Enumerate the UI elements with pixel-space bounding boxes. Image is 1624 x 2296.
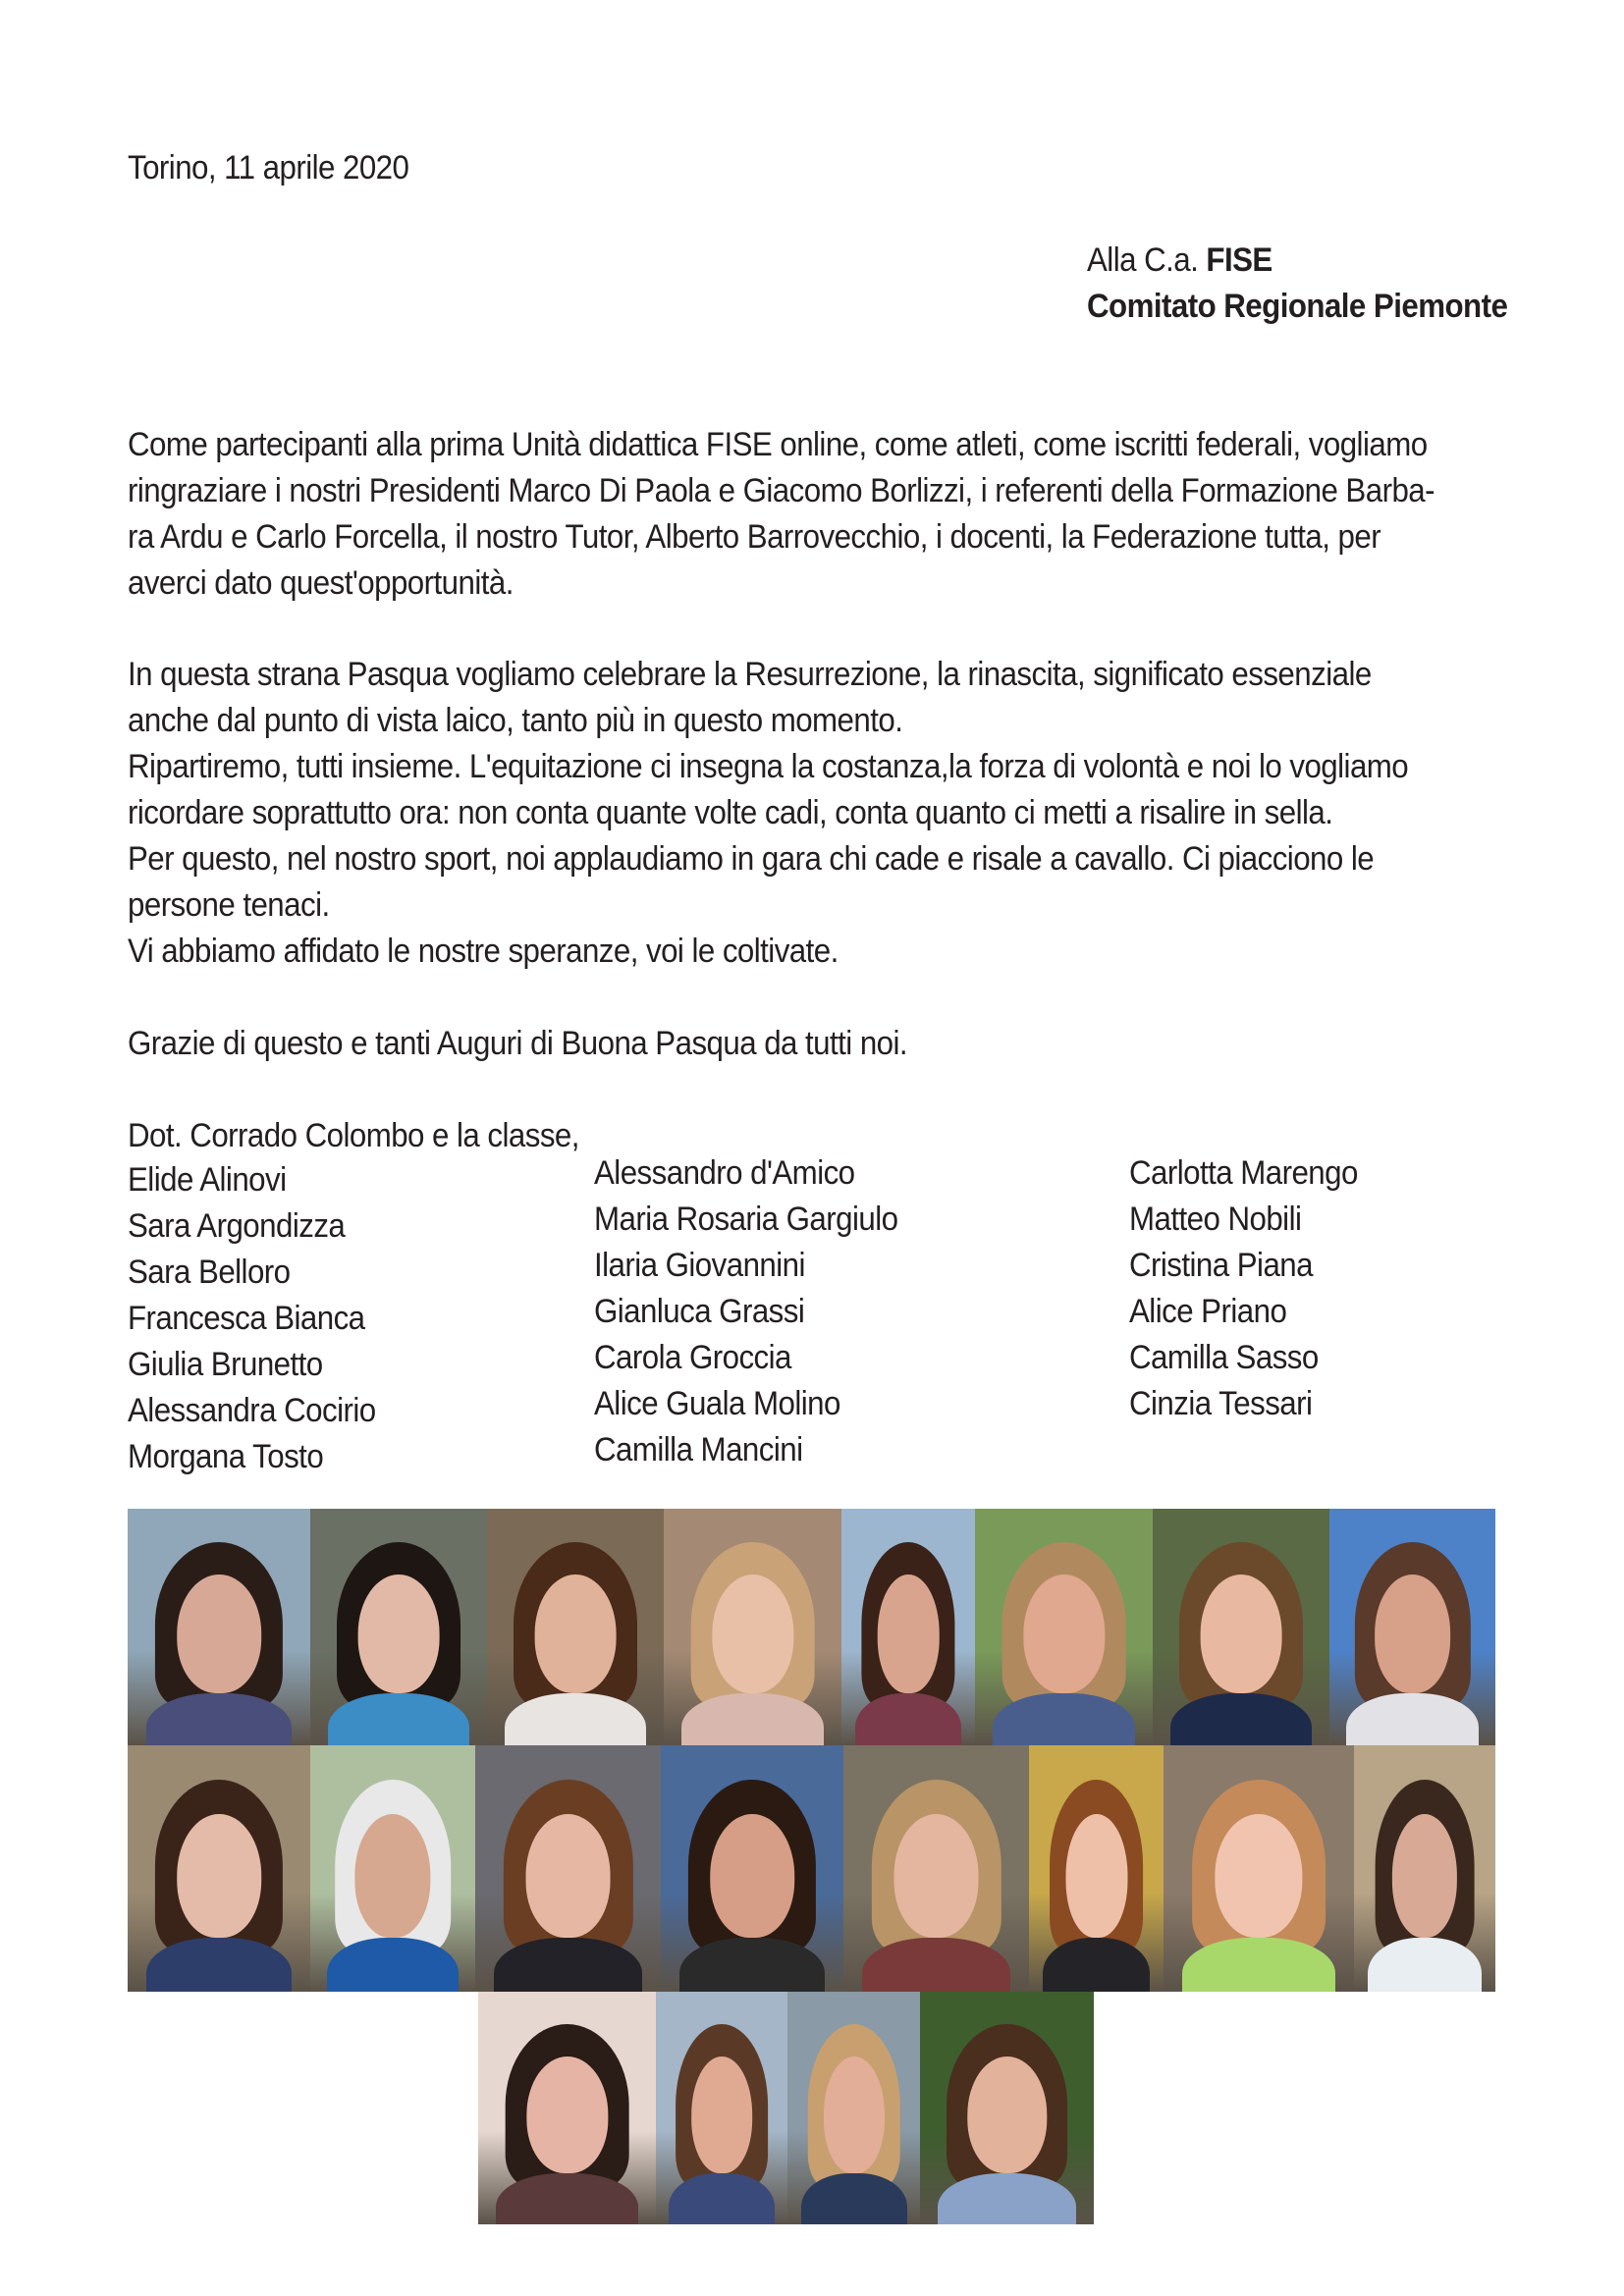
class-photo (656, 1992, 787, 2224)
paragraph-line: averci dato quest'opportunità. (128, 564, 514, 602)
photo-face (1375, 1575, 1451, 1693)
class-photo (128, 1745, 310, 1992)
place-date: Torino, 11 aprile 2020 (128, 149, 409, 187)
photo-face (354, 1814, 430, 1938)
participant-name: Alice Guala Molino (594, 1385, 840, 1422)
photo-shirt (1182, 1938, 1334, 1992)
names-column-2 (594, 1150, 924, 1473)
paragraph-line: ringraziare i nostri Presidenti Marco Di Paola e Giacomo Borlizzi, i referenti della Formazione Barba- (128, 472, 1435, 509)
participant-name: Alessandro d'Amico (594, 1154, 855, 1192)
photo-shirt (505, 1693, 646, 1745)
photo-shirt (496, 2173, 638, 2224)
photo-face (878, 1575, 940, 1693)
photo-face (1065, 1814, 1127, 1938)
participant-name: Carola Groccia (594, 1339, 791, 1376)
recipient-line1 (1087, 238, 1272, 284)
paragraph-line: Ripartiremo, tutti insieme. L'equitazione ci insegna la costanza,la forza di volontà e noi lo vogliamo (128, 748, 1409, 785)
photo-face (525, 1814, 611, 1938)
paragraph-line: ricordare soprattutto ora: non conta quante volte cadi, conta quanto ci metti a risalire in sella. (128, 794, 1333, 831)
paragraph-line: ra Ardu e Carlo Forcella, il nostro Tutor, Alberto Barrovecchio, i docenti, la Federazione tutta, per (128, 518, 1381, 556)
photo-shirt (681, 1693, 824, 1745)
participant-name: Matteo Nobili (1129, 1201, 1302, 1238)
paragraph-line: Come partecipanti alla prima Unità didattica FISE online, come atleti, come iscritti federali, vogliamo (128, 426, 1428, 463)
photo-shirt (1368, 1938, 1481, 1992)
participant-name: Alessandra Cocirio (128, 1392, 376, 1429)
photo-face (893, 1814, 979, 1938)
participant-name: Sara Belloro (128, 1254, 291, 1291)
participant-name: Alice Priano (1129, 1293, 1287, 1330)
paragraph-easter (128, 652, 1522, 975)
photo-face (710, 1814, 794, 1938)
participant-name: Cinzia Tessari (1129, 1385, 1313, 1422)
paragraph-thanks (128, 422, 1522, 607)
participant-name: Sara Argondizza (128, 1207, 346, 1245)
class-photo (1354, 1745, 1495, 1992)
paragraph-line: persone tenaci. (128, 886, 330, 924)
participant-name: Ilaria Giovannini (594, 1247, 805, 1284)
participant-name: Cristina Piana (1129, 1247, 1314, 1284)
names-column-1 (128, 1157, 398, 1480)
class-photo (1029, 1745, 1164, 1992)
class-photo (843, 1745, 1029, 1992)
photo-shirt (801, 2173, 907, 2224)
class-photo (1329, 1509, 1495, 1745)
photo-face (712, 1575, 793, 1693)
participant-name: Elide Alinovi (128, 1161, 287, 1199)
paragraph-line: Per questo, nel nostro sport, noi applaudiamo in gara chi cade e risale a cavallo. Ci piacciono le (128, 840, 1375, 878)
paragraph-line: Vi abbiamo affidato le nostre speranze, voi le coltivate. (128, 933, 839, 970)
paragraph-line: In questa strana Pasqua vogliamo celebrare la Resurrezione, la rinascita, significato essenziale (128, 656, 1372, 693)
photo-face (535, 1575, 617, 1693)
photo-face (1023, 1575, 1105, 1693)
participant-name: Giulia Brunetto (128, 1346, 323, 1383)
paragraph-line: anche dal punto di vista laico, tanto più in questo momento. (128, 702, 903, 739)
recipient-org: FISE (1206, 241, 1272, 279)
photo-shirt (993, 1693, 1135, 1745)
closing-line: Grazie di questo e tanti Auguri di Buona Pasqua da tutti noi. (128, 1025, 908, 1062)
participant-name: Gianluca Grassi (594, 1293, 805, 1330)
photo-shirt (1346, 1693, 1479, 1745)
photo-face (358, 1575, 440, 1693)
photo-shirt (1170, 1693, 1312, 1745)
participant-name: Francesca Bianca (128, 1300, 365, 1337)
signature-intro: Dot. Corrado Colombo e la classe, (128, 1117, 579, 1154)
class-photo (920, 1992, 1094, 2224)
class-photo (1164, 1745, 1354, 1992)
participant-name: Camilla Sasso (1129, 1339, 1319, 1376)
photo-face (177, 1814, 261, 1938)
recipient-line2: Comitato Regionale Piemonte (1087, 288, 1508, 325)
photo-face (177, 1575, 261, 1693)
class-photo (664, 1509, 841, 1745)
participant-name: Camilla Mancini (594, 1431, 803, 1468)
participant-name: Maria Rosaria Gargiulo (594, 1201, 898, 1238)
photo-face (823, 2056, 884, 2173)
photo-face (1201, 1575, 1282, 1693)
photo-face (1215, 1814, 1302, 1938)
class-photo (310, 1745, 475, 1992)
participant-name: Carlotta Marengo (1129, 1154, 1358, 1192)
class-photo (1153, 1509, 1329, 1745)
class-photo (475, 1745, 661, 1992)
photo-face (1392, 1814, 1457, 1938)
class-photo (128, 1509, 310, 1745)
class-photo (310, 1509, 487, 1745)
recipient-prefix: Alla C.a. (1087, 241, 1207, 279)
participant-name: Morgana Tosto (128, 1438, 324, 1475)
class-photo (661, 1745, 843, 1992)
photo-face (967, 2056, 1047, 2173)
class-photo (787, 1992, 920, 2224)
photo-shirt (328, 1693, 469, 1745)
photo-shirt (669, 2173, 774, 2224)
names-column-3 (1129, 1150, 1378, 1427)
class-photo (487, 1509, 664, 1745)
class-photo (975, 1509, 1153, 1745)
class-photo (841, 1509, 975, 1745)
class-photo (478, 1992, 656, 2224)
photo-face (526, 2056, 608, 2173)
photo-face (691, 2056, 752, 2173)
